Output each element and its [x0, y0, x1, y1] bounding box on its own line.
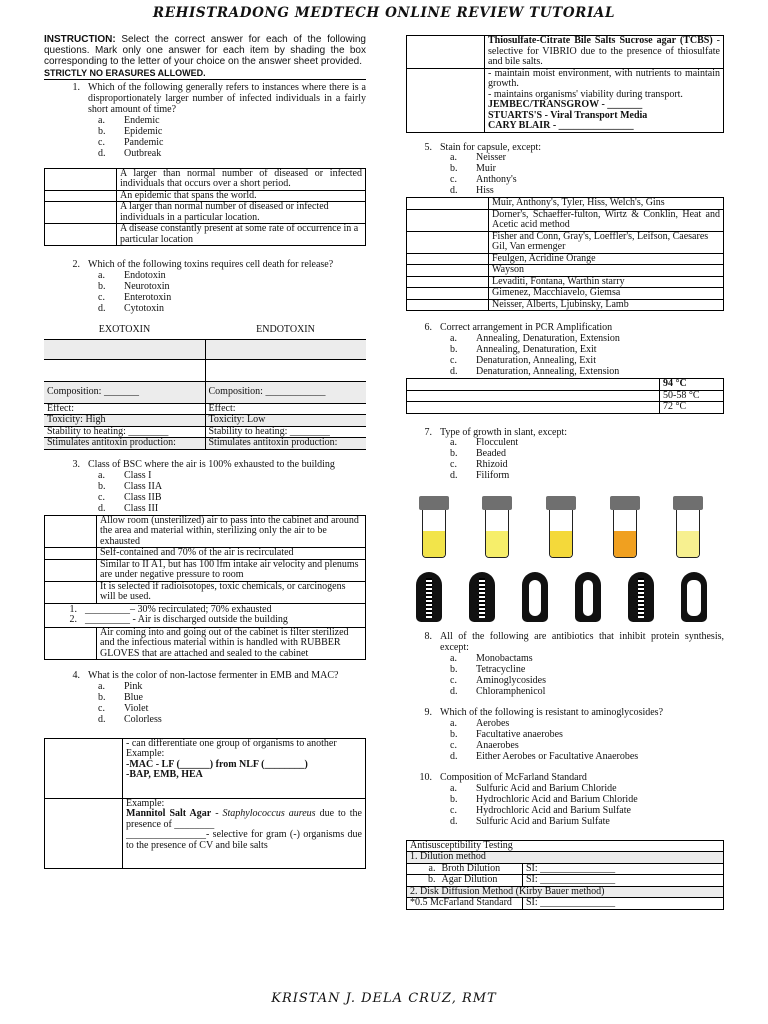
option-text: Anaerobes [476, 739, 519, 751]
tube-glass [422, 510, 446, 558]
blank-cell[interactable] [45, 581, 97, 603]
blank-cell[interactable] [407, 68, 485, 132]
question-number: 4. [72, 670, 80, 682]
option-letter: b. [450, 793, 458, 805]
table-cell: Stimulates antitoxin production: [44, 438, 205, 450]
option-letter: d. [98, 302, 106, 314]
question-number: 10. [419, 771, 432, 783]
media-line: Example: [126, 797, 165, 809]
slant-culture [681, 572, 707, 622]
option-letter: a. [450, 652, 457, 664]
table-cell: Effect: [44, 403, 205, 415]
table-cell: Broth Dilution [439, 863, 523, 875]
tube-cap [546, 496, 576, 510]
table-cell [123, 738, 366, 798]
question-number: 1. [72, 82, 80, 94]
subitem-text: _________– 30% recirculated; 70% exhausted [85, 603, 272, 615]
table-cell: 1. Dilution method [407, 852, 724, 864]
option-letter: b. [450, 163, 458, 175]
instruction-label: INSTRUCTION: [44, 34, 116, 45]
question-number: 7. [424, 426, 432, 438]
option-letter: c. [450, 174, 457, 186]
tube-glass [613, 510, 637, 558]
media-table [44, 738, 366, 869]
table-cell: Stability to heating: ________ [205, 426, 366, 438]
blank-cell[interactable] [44, 359, 205, 381]
table-cell: Fisher and Conn, Gray's, Loeffler's, Leifson, Caesares Gil, Van ermenger [489, 231, 724, 253]
stain-table [406, 197, 724, 311]
option-text: Pandemic [124, 136, 164, 148]
option-letter: d. [450, 366, 458, 378]
option-text: Hydrochloric Acid and Barium Chloride [476, 793, 638, 805]
option-text: Annealing, Denaturation, Exit [476, 344, 597, 356]
option-letter: a. [450, 437, 457, 449]
question-text: Type of growth in slant, except: [440, 426, 568, 438]
option-text: Blue [124, 691, 143, 703]
media-table-continued [406, 35, 724, 133]
table-cell: Levaditi, Fontana, Warthin starry [489, 276, 724, 288]
option-letter: c. [450, 355, 457, 367]
question-9 [396, 708, 724, 719]
question-1-options [98, 116, 366, 160]
table-cell: *0.5 McFarland Standard [407, 898, 523, 910]
bsc-subitems [45, 603, 366, 627]
media-line: STUARTS'S - Viral Transport Media [488, 109, 648, 121]
table-cell: Muir, Anthony's, Tyler, Hiss, Welch's, Gins [489, 198, 724, 210]
table-cell: A larger than normal number of diseased or infected individuals that occurs over a short period. [117, 168, 366, 190]
blank-cell[interactable] [44, 339, 205, 359]
option[interactable] [450, 752, 724, 763]
slant-growth [638, 578, 644, 618]
option-text: Denaturation, Annealing, Exit [476, 355, 596, 367]
media-line: -BAP, EMB, HEA [126, 769, 203, 781]
option-text: Hiss [476, 185, 494, 197]
option-letter: c. [450, 739, 457, 751]
blank-cell[interactable] [45, 548, 97, 560]
temperature-cell: 72 °C [660, 402, 724, 414]
broth-tube [673, 496, 703, 558]
option[interactable] [450, 367, 724, 378]
media-line: - can differentiate one group of organisms to another [126, 737, 337, 749]
media-line: Example: [126, 748, 165, 760]
subitem-number: 1. [69, 603, 77, 615]
option-letter: d. [98, 147, 106, 159]
question-text: All of the following are antibiotics that inhibit protein synthesis, except: [440, 631, 724, 654]
question-number: 8. [424, 631, 432, 643]
question-text: Stain for capsule, except: [440, 141, 542, 153]
option-letter: c. [98, 702, 105, 714]
question-text: Class of BSC where the air is 100% exhausted to the building [88, 458, 335, 470]
option-letter: c. [450, 674, 457, 686]
question-2 [44, 260, 366, 271]
slant-culture [469, 572, 495, 622]
question-number: 9. [424, 706, 432, 718]
option-text: Filiform [476, 470, 510, 482]
media-line: CARY BLAIR - _______________ [488, 120, 634, 131]
question-number: 3. [72, 458, 80, 470]
option-letter: d. [450, 815, 458, 827]
option[interactable] [98, 471, 366, 482]
blank-cell[interactable] [45, 202, 117, 224]
question-10-options [450, 784, 724, 828]
blank-cell[interactable] [407, 402, 660, 414]
option-text: Beaded [476, 448, 506, 460]
question-10 [396, 773, 724, 784]
table-cell: A larger than normal number of diseased or infected individuals in a particular location. [117, 202, 366, 224]
question-text: What is the color of non-lactose fermenter in EMB and MAC? [88, 670, 339, 682]
option-letter: b. [98, 280, 106, 292]
tube-cap [419, 496, 449, 510]
blank-cell[interactable] [407, 198, 489, 210]
option-text: Anthony's [476, 174, 517, 186]
option[interactable] [98, 304, 366, 315]
slant-growth [687, 580, 701, 616]
option-text: Colorless [124, 713, 162, 725]
option-letter: d. [450, 750, 458, 762]
subitem [45, 615, 365, 626]
option-letter: a. [450, 333, 457, 345]
tube-liquid [614, 531, 636, 557]
option-text: Facultative anaerobes [476, 728, 563, 740]
tube-cap [482, 496, 512, 510]
temperature-cell: 50-58 °C [660, 390, 724, 402]
slant-culture [575, 572, 601, 622]
media-text: - [211, 808, 223, 820]
blank-cell[interactable] [407, 390, 660, 402]
option[interactable] [450, 806, 724, 817]
slant-growth [529, 580, 541, 616]
table-title: Antisusceptibility Testing [407, 840, 724, 852]
organism-name: Staphylococcus aureus [222, 808, 316, 820]
question-text: Correct arrangement in PCR Amplification [440, 322, 613, 334]
option-letter: c. [98, 491, 105, 503]
broth-tube [482, 496, 512, 558]
option[interactable] [98, 715, 366, 726]
option-text: Class IIA [124, 480, 163, 492]
question-9-options [450, 719, 724, 763]
question-number: 2. [72, 259, 80, 271]
option-text: Annealing, Denaturation, Extension [476, 333, 620, 345]
slant-culture [522, 572, 548, 622]
blank-cell[interactable] [45, 190, 117, 202]
question-7-options [450, 438, 724, 482]
blank-cell[interactable] [407, 253, 489, 265]
option-text: Either Aerobes or Facultative Anaerobes [476, 750, 639, 762]
option-text: Outbreak [124, 147, 162, 159]
subitem-number: 2. [69, 614, 77, 626]
tube-glass [485, 510, 509, 558]
table-cell: Dorner's, Schaeffer-fulton, Wirtz & Conklin, Heat and Acetic acid method [489, 209, 724, 231]
option-letter: d. [450, 470, 458, 482]
row-letter: b. [407, 875, 439, 887]
option-text: Endemic [124, 114, 160, 126]
si-blank[interactable]: SI: _______________ [523, 863, 724, 875]
option-letter: b. [98, 691, 106, 703]
media-line: -MAC - LF (______) from NLF (________) [126, 758, 308, 770]
blank-cell[interactable] [45, 627, 97, 660]
option[interactable] [450, 471, 724, 482]
table-cell: Allow room (unsterilized) air to pass into the cabinet and around the area and material within, sterilizing only the air to be exhausted [97, 515, 366, 548]
option-text: Aerobes [476, 717, 510, 729]
option-text: Rhizoid [476, 459, 508, 471]
option[interactable] [450, 817, 724, 828]
blank-cell[interactable] [45, 738, 123, 798]
media-name: Thiosulfate-Citrate Bile Salts Sucrose agar (TCBS) [488, 35, 713, 46]
option-text: Sulfuric Acid and Barium Sulfate [476, 815, 610, 827]
table-cell: Composition: _______ [44, 381, 205, 403]
media-line [126, 809, 362, 830]
blank-cell[interactable] [205, 339, 366, 359]
option[interactable] [98, 482, 366, 493]
slant-culture [628, 572, 654, 622]
option-letter: b. [450, 663, 458, 675]
question-4-options [98, 682, 366, 726]
media-name: Mannitol Salt Agar [126, 808, 212, 820]
table-cell [485, 68, 724, 132]
option-letter: d. [98, 502, 106, 514]
table-cell [123, 798, 366, 868]
table-cell: Toxicity: High [44, 415, 205, 427]
option-letter: a. [98, 269, 105, 281]
option-text: Class III [124, 502, 159, 514]
option-text: Class I [124, 469, 152, 481]
slant-growth [426, 578, 432, 618]
table-cell: Self-contained and 70% of the air is recirculated [97, 548, 366, 560]
instruction [44, 34, 366, 68]
option[interactable] [450, 795, 724, 806]
table-cell: Stimulates antitoxin production: [205, 438, 366, 450]
question-5 [396, 143, 724, 154]
option-text: Muir [476, 163, 496, 175]
option[interactable] [98, 504, 366, 515]
table-cell [485, 36, 724, 69]
left-column [44, 34, 366, 869]
pcr-table [406, 378, 724, 414]
table-cell: An epidemic that spans the world. [117, 190, 366, 202]
option-letter: d. [450, 685, 458, 697]
row-letter: a. [407, 863, 439, 875]
media-line: - maintain moist environment, with nutrients to maintain growth. [488, 67, 720, 89]
media-line: ________________- selective for gram (-) organisms due to the presence of CV and bile salts [126, 829, 362, 851]
tube-cap [673, 496, 703, 510]
option-text: Tetracycline [476, 663, 526, 675]
option-text: Epidemic [124, 125, 163, 137]
option-letter: d. [98, 713, 106, 725]
question-7 [396, 428, 724, 439]
media-line: - maintains organisms' viability during transport. [488, 88, 683, 100]
blank-cell[interactable] [407, 265, 489, 277]
slant-cultures [398, 572, 724, 622]
option-text: Violet [124, 702, 149, 714]
broth-tube [546, 496, 576, 558]
question-2-options [98, 271, 366, 315]
question-8-options [450, 654, 724, 698]
blank-cell[interactable] [45, 168, 117, 190]
media-line: JEMBEC/TRANSGROW - _______ [488, 99, 643, 110]
table-cell: Toxicity: Low [205, 415, 366, 427]
question-text: Which of the following is resistant to aminoglycosides? [440, 706, 664, 718]
blank-cell[interactable] [407, 379, 660, 391]
exotoxin-heading: EXOTOXIN [98, 323, 151, 335]
right-column [406, 35, 724, 910]
antisusceptibility-table [406, 840, 724, 910]
option-letter: b. [450, 448, 458, 460]
question-4 [44, 671, 366, 682]
option-letter: a. [450, 782, 457, 794]
table-cell: Composition: ____________ [205, 381, 366, 403]
table-cell: Gimenez, Macchiavelo, Giemsa [489, 288, 724, 300]
option[interactable] [98, 493, 366, 504]
blank-cell[interactable] [45, 224, 117, 246]
blank-cell[interactable] [407, 276, 489, 288]
instruction-text: Select the correct answer for each of the following questions. Mark only one answer for each item by shading the box corresponding to the letter of your choice on the answer sheet provided. [44, 34, 366, 68]
option-letter: a. [98, 680, 105, 692]
si-blank[interactable]: SI: _______________ [523, 898, 724, 910]
media-text: - selective for VIBRIO due to the presence of thiosulfate and bile salts. [488, 35, 720, 67]
option-letter: a. [98, 114, 105, 126]
table-cell: Agar Dilution [439, 875, 523, 887]
blank-cell[interactable] [205, 359, 366, 381]
blank-cell[interactable] [407, 36, 485, 69]
question-3 [44, 460, 366, 471]
table-cell: Air coming into and going out of the cabinet is filter sterilized and the infectious material within is handled with RUBBER GLOVES that are attached and sealed to the cabinet [97, 627, 366, 660]
tube-glass [549, 510, 573, 558]
broth-tube [419, 496, 449, 558]
option-letter: a. [450, 717, 457, 729]
option-letter: d. [450, 185, 458, 197]
option-text: Class IIB [124, 491, 162, 503]
question-number: 5. [424, 141, 432, 153]
option-letter: c. [98, 136, 105, 148]
question-number: 6. [424, 322, 432, 334]
slant-culture [416, 572, 442, 622]
broth-tubes [398, 496, 724, 558]
page-header: REHISTRADONG MEDTECH ONLINE REVIEW TUTORIAL [152, 5, 616, 21]
option-letter: a. [450, 152, 457, 164]
blank-cell[interactable] [407, 299, 489, 311]
option-text: Cytotoxin [124, 302, 165, 314]
blank-cell[interactable] [407, 288, 489, 300]
table-cell: Wayson [489, 265, 724, 277]
question-8 [396, 632, 724, 654]
bsc-table [44, 515, 366, 661]
table-cell: Neisser, Alberts, Ljubinsky, Lamb [489, 299, 724, 311]
table-cell: It is selected if radioisotopes, toxic chemicals, or carcinogens will be used. [97, 581, 366, 603]
option-letter: c. [450, 804, 457, 816]
option-text: Flocculent [476, 437, 519, 449]
option-text: Neurotoxin [124, 280, 170, 292]
blank-cell[interactable] [45, 515, 97, 548]
no-erasure-notice: STRICTLY NO ERASURES ALLOWED. [44, 69, 366, 81]
option-letter: b. [450, 728, 458, 740]
si-blank[interactable]: SI: _______________ [523, 875, 724, 887]
option-text: Neisser [476, 152, 506, 164]
option-text: Chloramphenicol [476, 685, 546, 697]
tube-liquid [677, 531, 699, 557]
option-text: Endotoxin [124, 269, 166, 281]
table-cell: Stability to heating: ________ [44, 426, 205, 438]
epidemiology-table [44, 168, 366, 247]
option-letter: b. [98, 480, 106, 492]
page-footer: KRISTAN J. DELA CRUZ, RMT [271, 991, 497, 1006]
toxin-table-header [44, 325, 366, 336]
option[interactable] [450, 687, 724, 698]
option-letter: b. [98, 125, 106, 137]
option-text: Hydrochloric Acid and Barium Sulfate [476, 804, 631, 816]
slant-growth [479, 578, 485, 618]
option-letter: a. [98, 469, 105, 481]
option[interactable] [450, 186, 724, 197]
option-text: Pink [124, 680, 143, 692]
endotoxin-heading: ENDOTOXIN [256, 323, 315, 335]
table-cell: A disease constantly present at some rate of occurrence in a particular location [117, 224, 366, 246]
tube-glass [676, 510, 700, 558]
media-text: due to the presence of ________ [126, 808, 362, 830]
blank-cell[interactable] [407, 209, 489, 231]
option-text: Denaturation, Annealing, Extension [476, 366, 620, 378]
question-text: Which of the following toxins requires cell death for release? [88, 259, 334, 271]
blank-cell[interactable] [45, 559, 97, 581]
question-1 [44, 83, 366, 115]
question-text: Composition of McFarland Standard [440, 771, 587, 783]
toxin-table [44, 339, 366, 450]
tube-cap [610, 496, 640, 510]
blank-cell[interactable] [407, 231, 489, 253]
option-text: Sulfuric Acid and Barium Chloride [476, 782, 617, 794]
question-5-options [450, 153, 724, 197]
temperature-cell: 94 °C [660, 379, 724, 391]
option-text: Monobactams [476, 652, 533, 664]
tube-liquid [550, 531, 572, 557]
option-letter: b. [450, 344, 458, 356]
question-3-options [98, 471, 366, 515]
tube-liquid [423, 531, 445, 557]
table-cell: 2. Disk Diffusion Method (Kirby Bauer method) [407, 886, 724, 898]
option[interactable] [98, 149, 366, 160]
option-text: Aminoglycosides [476, 674, 546, 686]
tube-liquid [486, 531, 508, 557]
question-text: Which of the following generally refers to instances where there is a disproportionately larger number of infected individuals in a fairly short amount of time? [88, 82, 366, 115]
broth-tube [610, 496, 640, 558]
option-text: Enterotoxin [124, 291, 172, 303]
blank-cell[interactable] [45, 798, 123, 868]
subitem-text: _________ - Air is discharged outside the building [85, 614, 288, 626]
table-cell: Feulgen, Acridine Orange [489, 253, 724, 265]
table-cell: Effect: [205, 403, 366, 415]
option[interactable] [450, 784, 724, 795]
table-cell: Similar to II A1, but has 100 lfm intake air velocity and plenums are under negative pressure to room [97, 559, 366, 581]
option-letter: c. [98, 291, 105, 303]
slant-growth [583, 580, 593, 616]
question-6-options [450, 334, 724, 378]
option-letter: c. [450, 459, 457, 471]
